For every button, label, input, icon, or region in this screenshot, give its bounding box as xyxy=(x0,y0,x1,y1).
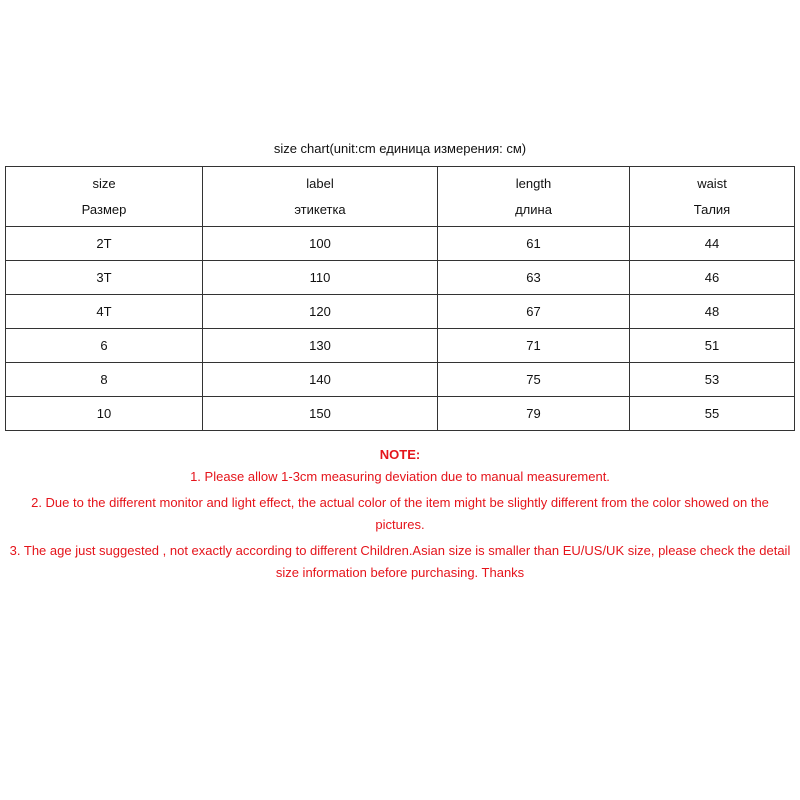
cell-size: 2T xyxy=(6,227,203,261)
cell-size: 8 xyxy=(6,363,203,397)
header-length xyxy=(438,167,630,227)
cell-label: 100 xyxy=(203,227,438,261)
cell-length: 61 xyxy=(438,227,630,261)
cell-size: 3T xyxy=(6,261,203,295)
notes-section xyxy=(0,444,800,584)
table-row xyxy=(6,261,795,295)
cell-length: 79 xyxy=(438,397,630,431)
cell-label: 150 xyxy=(203,397,438,431)
cell-label: 130 xyxy=(203,329,438,363)
cell-waist: 44 xyxy=(630,227,795,261)
table-header-row xyxy=(6,167,795,227)
size-chart-title: size chart(unit:cm единица измерения: см) xyxy=(273,141,527,156)
header-size-en: size xyxy=(92,175,116,191)
table-row xyxy=(6,295,795,329)
note-item-1: 1. Please allow 1-3cm measuring deviation due to manual measurement. xyxy=(190,469,610,484)
cell-waist: 55 xyxy=(630,397,795,431)
cell-label: 110 xyxy=(203,261,438,295)
cell-size: 4T xyxy=(6,295,203,329)
cell-label: 140 xyxy=(203,363,438,397)
header-label xyxy=(203,167,438,227)
cell-label: 120 xyxy=(203,295,438,329)
header-label-ru: этикетка xyxy=(294,201,346,217)
table-row xyxy=(6,329,795,363)
table-row xyxy=(6,363,795,397)
table-row xyxy=(6,397,795,431)
header-waist-en: waist xyxy=(697,175,727,191)
header-label-en: label xyxy=(306,175,334,191)
header-waist xyxy=(630,167,795,227)
cell-size: 10 xyxy=(6,397,203,431)
note-heading: NOTE: xyxy=(379,447,421,462)
note-item-3: 3. The age just suggested , not exactly according to different Children.Asian size is smaller than EU/US/UK size, please check the detail size information before purchasing. Thanks xyxy=(9,543,791,580)
cell-waist: 46 xyxy=(630,261,795,295)
header-length-ru: длина xyxy=(515,201,552,217)
header-size-ru: Размер xyxy=(81,201,127,217)
cell-waist: 51 xyxy=(630,329,795,363)
header-size xyxy=(6,167,203,227)
header-waist-ru: Талия xyxy=(693,201,731,217)
note-item-2: 2. Due to the different monitor and light effect, the actual color of the item might be slightly different from the color showed on the pictures. xyxy=(31,495,769,532)
cell-waist: 48 xyxy=(630,295,795,329)
cell-length: 67 xyxy=(438,295,630,329)
size-table xyxy=(5,166,795,431)
cell-waist: 53 xyxy=(630,363,795,397)
cell-length: 71 xyxy=(438,329,630,363)
table-row xyxy=(6,227,795,261)
cell-size: 6 xyxy=(6,329,203,363)
header-length-en: length xyxy=(515,175,552,191)
cell-length: 75 xyxy=(438,363,630,397)
cell-length: 63 xyxy=(438,261,630,295)
